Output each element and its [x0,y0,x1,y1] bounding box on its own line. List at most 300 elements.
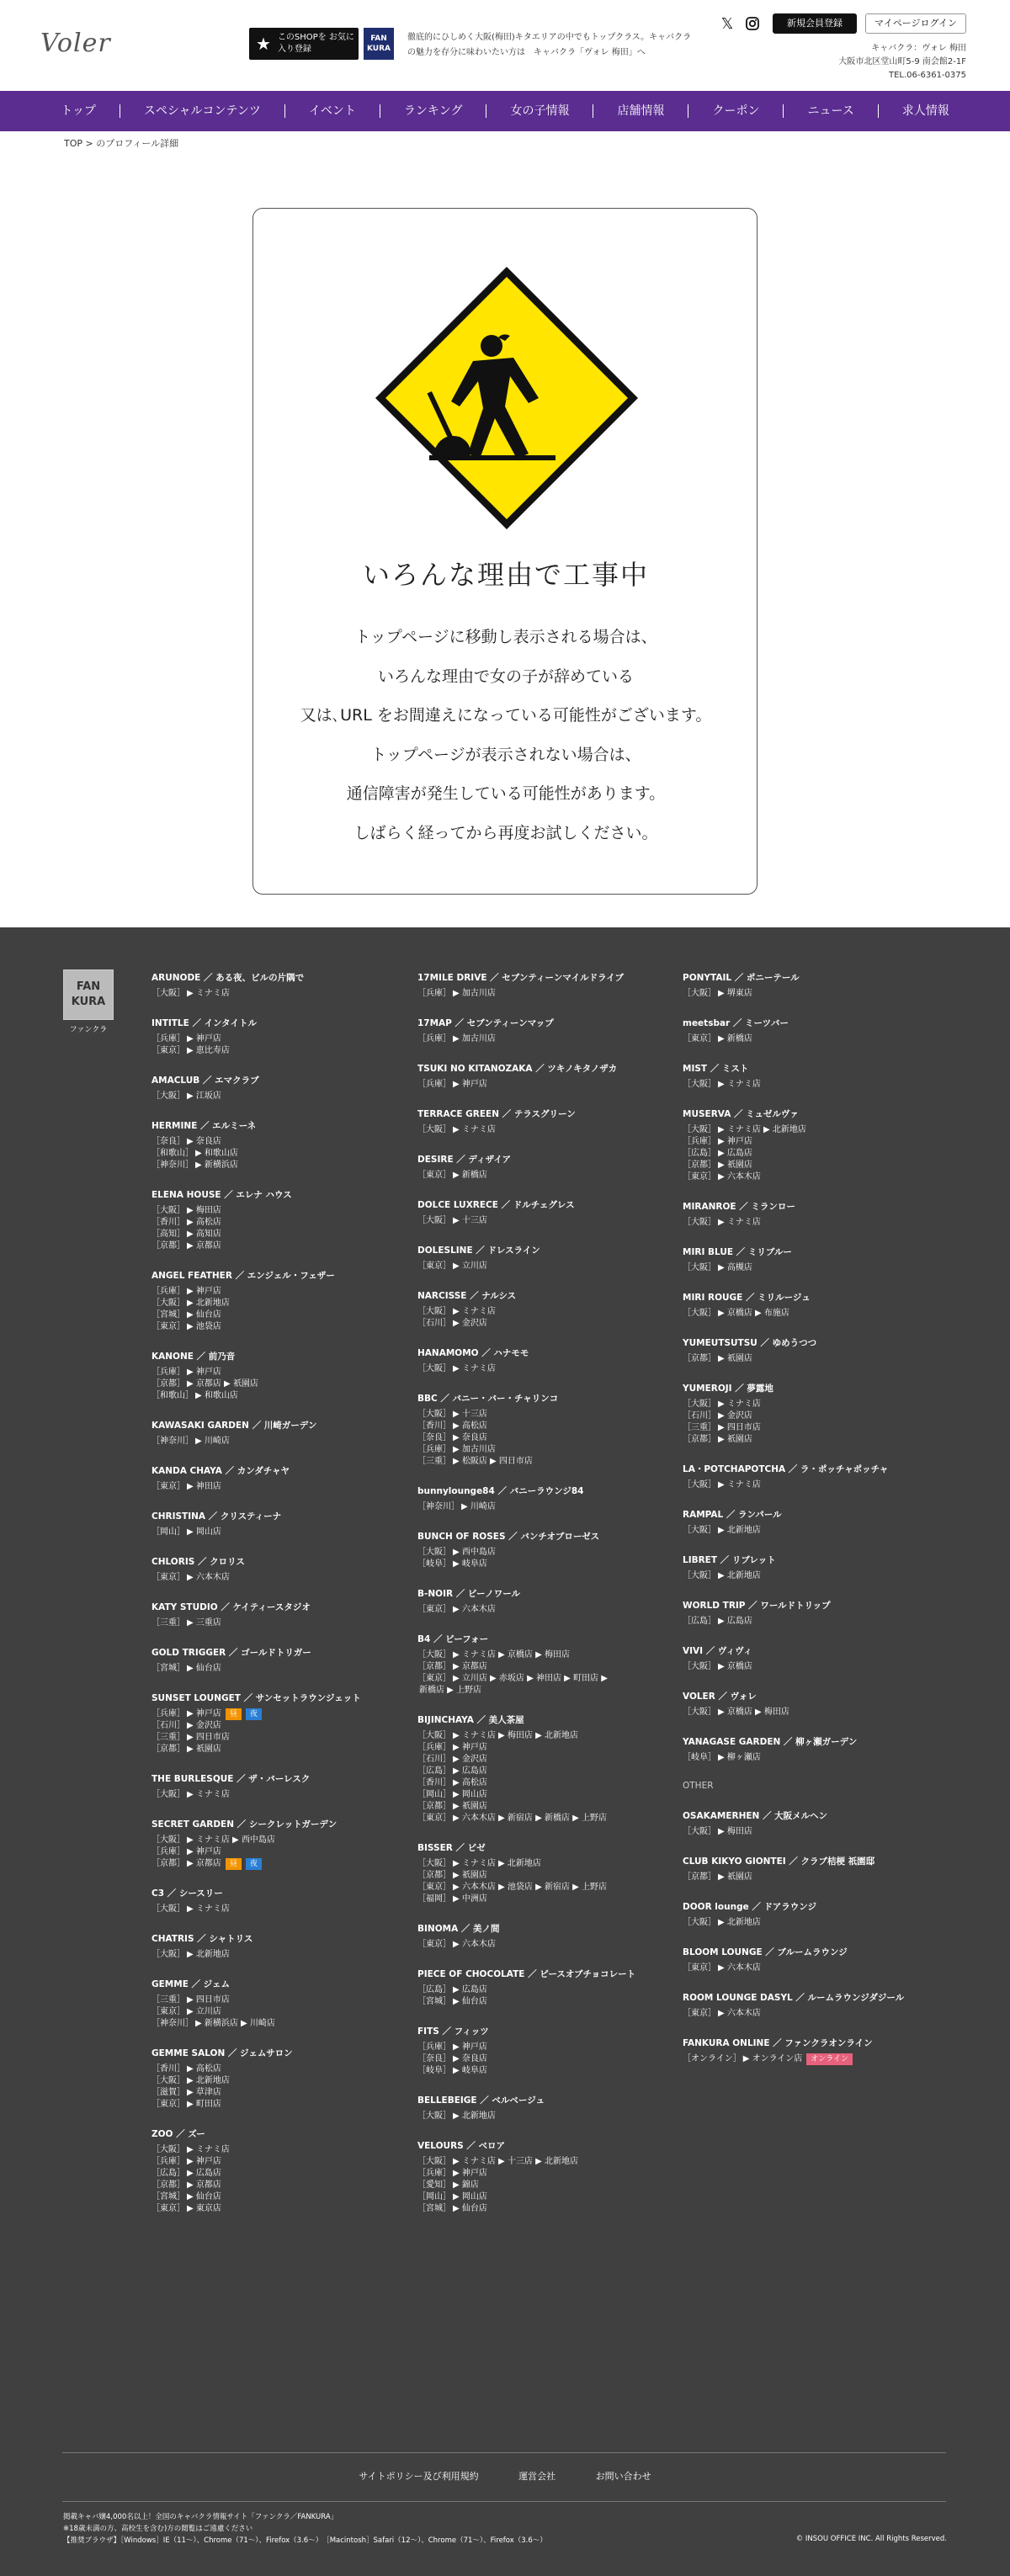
footer-shop-branch-line [152,1663,412,1675]
footer-shop-branch-line [152,2180,412,2191]
footer-shop-branch-link[interactable]: ▶ 仙台店 [453,1997,487,2006]
footer-shop-branch-link[interactable]: ▶ 北新地店 [453,2111,496,2121]
footer-shop-branch-link[interactable]: ▶ 新橋店 [453,1171,487,1180]
footer-shop-branch-link[interactable]: ▶ 神田店 [187,1482,221,1491]
footer-shop-region: ［東京］ [683,1034,716,1044]
footer-shop-name[interactable]: INTITLE ／ インタイトル [152,1018,257,1028]
nav-item-news[interactable]: ニュース [784,104,878,118]
footer-shop-branch-link[interactable]: ▶ 川崎店 [461,1502,496,1511]
footer-shop-name[interactable]: MIRI ROUGE ／ ミリルージュ [683,1293,811,1303]
footer-shop-name[interactable]: HANAMOMO ／ ハナモモ [417,1348,529,1358]
footer-shop-branch-line [417,1547,678,1559]
footer-shop-branch-link[interactable]: ▶ 六本木店 [453,1605,496,1614]
footer-shop-name[interactable]: KANONE ／ 前乃音 [152,1352,236,1362]
footer-shop-name[interactable]: meetsbar ／ ミーツバー [683,1018,789,1028]
footer-shop-branch-link[interactable]: ▶ 仙台店 [187,2192,221,2202]
footer-shop-branch-link[interactable]: ▶ 四日市店 [718,1423,761,1432]
footer-shop-branch-link[interactable]: ▶ 金沢店 [453,1319,487,1328]
footer-shop-branch-link[interactable]: ▶ ミナミ店 [187,1904,230,1914]
footer-shop-branch-link[interactable]: ▶ 錦店 [453,2180,479,2190]
footer-shop-name[interactable]: TSUKI NO KITANOZAKA ／ ツキノキタノザカ [417,1064,618,1074]
footer-shop-branch-link[interactable]: ▶ 奈良店 [187,1137,221,1146]
footer-shop-branch-link[interactable]: ▶ 祇園店 [718,1354,752,1363]
footer-shop-name[interactable]: B4 ／ ビーフォー [417,1634,489,1644]
footer-shop [683,1599,944,1628]
footer-shop-branch-link[interactable]: ▶ 立川店 [453,1261,487,1271]
footer-shop-branch-link[interactable]: ▶ 四日市店 [187,1733,230,1742]
footer-shop-branch-link[interactable]: ▶ 池袋店 [187,1322,221,1331]
footer-shop-branch-link[interactable]: ▶ 広島店 [187,2169,221,2178]
footer-note: 掲載キャバ嬢4,000名以上！全国のキャバクラ情報サイト「ファンクラ／FANKURA」 [63,2513,338,2521]
footer-shop-branch-link[interactable]: ▶ 奈良店 [453,2054,487,2063]
footer-shop-name[interactable]: VELOURS ／ ベロア [417,2141,506,2151]
footer-shop-branch-line [152,1240,412,1252]
footer-shop-branch-link[interactable]: ▶ 神戸店 [453,1743,487,1752]
footer-shop-region: ［兵庫］ [417,2042,451,2052]
footer-shop-name[interactable]: VOLER ／ ヴォレ [683,1692,757,1702]
footer-shop-branch-link[interactable]: ▶ 新橋店 [718,1034,752,1044]
footer-shop-branch-link[interactable]: ▶ 金沢店 [187,1721,221,1730]
footer-shop-branch-line [417,1754,678,1766]
footer-shop-name[interactable]: CHATRIS ／ シャトリス [152,1934,253,1944]
footer-shop-name[interactable]: DOLCE LUXRECE ／ ドルチェグレス [417,1200,575,1210]
footer-shop-region: ［大阪］ [152,1950,185,1959]
footer-shop-branch-link[interactable]: ▶ 東京店 [187,2204,221,2213]
footer-shop [417,1485,678,1513]
footer-shop-name[interactable]: PONYTAIL ／ ポニーテール [683,973,800,983]
footer-shop-region: ［宮城］ [417,2204,451,2213]
footer-shop-branch-line [417,1882,678,1893]
footer-shop-branch-line [152,2075,412,2087]
footer-shop-region: ［大阪］ [417,1216,451,1225]
footer-shop-branch-link[interactable]: ▶ 祇園店 [718,1872,752,1882]
footer-shop [683,1246,944,1274]
footer-shop-region: ［兵庫］ [417,1445,451,1454]
footer-shop [683,1690,944,1718]
nav-item-special[interactable]: スペシャルコンテンツ [120,104,285,118]
footer-shop-branch-link[interactable]: ▶ 堺東店 [718,989,752,998]
footer-shop-branch-link[interactable]: ▶ 祇園店 [453,1871,487,1880]
footer-shop [152,1978,412,2030]
nav-item-recruit[interactable]: 求人情報 [901,104,949,118]
footer-shop-name[interactable]: ROOM LOUNGE DASYL ／ ルームラウンジダジール [683,1993,905,2003]
footer-shop-region: ［岐阜］ [417,1559,451,1569]
footer-shop-branch-link[interactable]: ▶ 神戸店 [453,2042,487,2052]
footer-shop-branch-link[interactable]: ▶ 六本木店 [453,1940,496,1949]
footer-shop-branch-link[interactable]: ▶ 北新地店 [187,2076,230,2085]
footer-shop-branch-link[interactable]: ▶ 仙台店 [453,2204,487,2213]
footer-shop-branch-link[interactable]: ▶ 六本木店 ▶ 新宿店 ▶ 新橋店 ▶ 上野店 [453,1814,608,1823]
footer-shop-region: ［三重］ [683,1423,716,1432]
footer-shop-branch-link[interactable]: ▶ ミナミ店 ▶ 西中島店 [187,1835,275,1845]
footer-shop-name[interactable]: NARCISSE ／ ナルシス [417,1291,517,1301]
footer-shop-branch-line [152,1091,412,1102]
footer-shop-branch-link[interactable]: ▶ 神戸店 [718,1137,752,1146]
footer-shop-branch-line [152,1367,412,1378]
site-logo[interactable] [40,22,118,64]
footer [0,927,1010,2576]
footer-shop-branch-line [417,1649,678,1661]
footer-shop-branch-link[interactable]: ▶ 川崎店 [195,1437,230,1446]
footer-shop-name[interactable]: VIVI ／ ヴィヴィ [683,1646,752,1656]
footer-shop-branch-link[interactable]: ▶ 広島店 [718,1149,752,1158]
footer-shop-branch-link[interactable]: ▶ 北新地店 [187,1950,230,1959]
header-description: 徹底的にひしめく大阪(梅田)キタエリアの中でもトップクラス。キャバクラの魅力を存分に味わいたい方は キャバクラ「ヴォレ 梅田」へ [407,33,692,57]
footer-shop-name[interactable]: BELLEBEIGE ／ ベルベージュ [417,2095,545,2106]
footer-shop-branch-link[interactable]: ▶ ミナミ店 [718,1400,761,1409]
footer-shop [152,1818,412,1870]
shop-tag-badge: 昼 [226,1858,242,1870]
footer-shop-branch-link[interactable]: ▶ 梅田店 [718,1827,752,1836]
footer-shop [683,1062,944,1091]
favorite-shop-button[interactable] [249,28,359,60]
footer-shop-branch-link[interactable]: ▶ 京都店 ▶ 祇園店 [187,1379,258,1389]
footer-shop-branch-link[interactable]: ▶ 加古川店 [453,1034,496,1044]
footer-shop-name[interactable]: B-NOIR ／ ビーノワール [417,1589,521,1599]
mypage-login-button[interactable]: マイページログイン [865,13,966,34]
footer-shop [417,1062,678,1091]
footer-shop-branch-line [417,1685,678,1697]
footer-shop-branch-link[interactable]: ▶ ミナミ店 [718,1480,761,1490]
footer-link-policy[interactable]: サイトポリシー及び利用規約 [359,2471,479,2482]
footer-shop-branch-link[interactable]: ▶ 奈良店 [453,1433,487,1442]
footer-shop-branch-line [152,2156,412,2168]
nav-item-event[interactable]: イベント [285,104,380,118]
footer-shop-branch-link[interactable]: ▶ 六本木店 [187,1573,230,1582]
footer-shop [152,1419,412,1447]
footer-shop-branch-link[interactable]: ▶ 北新地店 [718,1918,761,1927]
footer-shop-name[interactable]: FANKURA ONLINE ／ ファンクラオンライン [683,2038,873,2048]
footer-shop-name[interactable]: DESIRE ／ ディザイア [417,1155,512,1165]
footer-shop-name[interactable]: DOOR lounge ／ ドアラウンジ [683,1902,816,1912]
footer-shop-branch-line [683,1661,944,1673]
footer-shop-branch-link[interactable]: ▶ 松阪店 ▶ 四日市店 [453,1457,533,1466]
footer-shop-branch-link[interactable]: ▶ ミナミ店 [187,989,230,998]
footer-shop-branch-link[interactable]: ▶ 北新地店 [187,1299,230,1308]
footer-shop-region: ［京都］ [152,1859,185,1868]
footer-shop [152,1350,412,1402]
footer-shop-name[interactable]: FITS ／ フィッツ [417,2026,489,2037]
footer-shop-name[interactable]: bunnylounge84 ／ バニーラウンジ84 [417,1486,584,1496]
footer-shop-branch-link[interactable]: ▶ 神戸店 [187,2157,221,2166]
footer-shop-branch-link[interactable]: ▶ ミナミ店 ▶ 北新地店 [718,1125,806,1134]
nav-item-shop-info[interactable]: 店舗情報 [593,104,688,118]
footer-shop-branch-line [417,2042,678,2053]
shop-info [838,42,966,82]
footer-shop-name[interactable]: MIRANROE ／ ミランロー [683,1202,795,1212]
footer-shop-branch-line [683,1826,944,1838]
footer-shop-branch-link[interactable]: ▶ 高槻店 [718,1263,752,1272]
footer-shop-branch-link[interactable]: ▶ 北新地店 [718,1571,761,1580]
footer-shop-region: ［東京］ [152,2204,185,2213]
footer-shop-name[interactable]: YUMEROJI ／ 夢露地 [683,1384,773,1394]
footer-shop-name[interactable]: AMACLUB ／ エマクラブ [152,1076,259,1086]
footer-shop-branch-line [152,1436,412,1447]
footer-shop-branch-link[interactable]: ▶ 京都店 [187,2180,221,2190]
footer-shop-region: ［兵庫］ [417,2169,451,2178]
nav-item-girls[interactable]: 女の子情報 [486,104,593,118]
footer-shop-name[interactable]: 17MILE DRIVE ／ セブンティーンマイルドライブ [417,973,624,983]
footer-shop-region: ［広島］ [683,1149,716,1158]
footer-shop-name[interactable]: ZOO ／ ズー [152,2129,205,2139]
footer-shop-branch-line [152,2168,412,2180]
footer-shop-region: ［石川］ [417,1755,451,1764]
footer-shop-region: ［東京］ [152,1322,185,1331]
footer-shop [683,1809,944,1838]
footer-shop-branch-link[interactable]: ▶ 高松店 [453,1421,487,1431]
shop-tag-badge: オンライン [806,2053,853,2065]
footer-shop-branch-line [683,1033,944,1045]
shop-address: 大阪市北区堂山町5-9 南会館2-1F [838,57,966,66]
footer-shop-name[interactable]: LIBRET ／ リブレット [683,1555,776,1565]
footer-shop-branch-link[interactable]: ▶ 四日市店 [187,1995,230,2005]
footer-shop-branch-link[interactable]: ▶ 和歌山店 [195,1149,238,1158]
footer-shop-name[interactable]: ELENA HOUSE ／ エレナ ハウス [152,1190,292,1200]
footer-shop-branch-link[interactable]: ▶ 神戸店 [187,1847,221,1856]
footer-shop-branch-link[interactable]: ▶ 六本木店 [718,2009,761,2018]
footer-shop-name[interactable]: OSAKAMERHEN ／ 大阪メルヘン [683,1811,828,1821]
footer-shop-name[interactable]: KATY STUDIO ／ ケイティースタジオ [152,1602,311,1612]
footer-shop-region: ［高知］ [152,1230,185,1239]
footer-shop-name[interactable]: DOLESLINE ／ ドレスライン [417,1246,540,1256]
footer-shop-branch-link[interactable]: ▶ 京都店 [187,1859,221,1868]
footer-shop-name[interactable]: WORLD TRIP ／ ワールドトリップ [683,1601,831,1611]
footer-shop [683,1946,944,1974]
footer-shop [417,1244,678,1272]
footer-shop [417,1346,678,1375]
footer-shop-branch-link[interactable]: ▶ 神戸店 [453,1080,487,1089]
footer-shop-branch-link[interactable]: ▶ ミナミ店 [718,1080,761,1089]
footer-link-company[interactable]: 運営会社 [518,2471,556,2482]
footer-shop-name[interactable]: TERRACE GREEN ／ テラスグリーン [417,1109,576,1119]
footer-shop-branch-link[interactable]: ▶ 和歌山店 [195,1391,238,1400]
footer-shop-region: ［京都］ [417,1871,451,1880]
footer-shop-region: ［東京］ [683,1963,716,1973]
footer-shop-name[interactable]: YANAGASE GARDEN ／ 柳ヶ瀬ガーデン [683,1737,858,1747]
footer-shop-branch-link[interactable]: ▶ 江坂店 [187,1091,221,1101]
footer-shop [152,1887,412,1915]
footer-shop-branch-link[interactable]: ▶ 神戸店 [187,1368,221,1377]
footer-shop-branch-link[interactable]: ▶ 立川店 ▶ 赤坂店 ▶ 神田店 ▶ 町田店 ▶ [453,1674,608,1683]
footer-shop-branch-link[interactable]: ▶ 柳ヶ瀬店 [718,1753,761,1762]
footer-shop-branch-link[interactable]: ▶ 京橋店 ▶ 梅田店 [718,1708,789,1717]
footer-shop-name[interactable]: BLOOM LOUNGE ／ ブルームラウンジ [683,1947,848,1957]
footer-shop-branch-link[interactable]: ▶ ミナミ店 ▶ 梅田店 ▶ 北新地店 [453,1731,578,1740]
footer-shop-branch-link[interactable]: ▶ 町田店 [187,2100,221,2109]
footer-shop-region: ［三重］ [417,1457,451,1466]
footer-shop-branch-link[interactable]: ▶ 岐阜店 [453,1559,487,1569]
footer-shop-branch-link[interactable]: ▶ 祇園店 [187,1745,221,1754]
member-register-button[interactable]: 新規会員登録 [773,13,857,34]
footer-shop-region: ［岐阜］ [417,2066,451,2075]
nav-item-top[interactable]: トップ [37,104,120,118]
shop-tel[interactable]: TEL.06-6361-0375 [888,71,966,80]
footer-shop-branch-link[interactable]: ▶ 新横浜店 ▶ 川崎店 [195,2019,275,2028]
footer-shop-name[interactable]: RAMPAL ／ ランパール [683,1510,782,1520]
nav-item-ranking[interactable]: ランキング [380,104,487,118]
footer-shop-branch-line [152,1572,412,1584]
footer-shop-branch-line [152,2203,412,2215]
footer-shop-branch-line [152,1949,412,1961]
footer-shop-name[interactable]: HERMINE ／ エルミーネ [152,1121,257,1131]
footer-shop-name[interactable]: KAWASAKI GARDEN ／ 川崎ガーデン [152,1421,317,1431]
footer-shop-branch-line [417,1261,678,1272]
footer-shop-branch-link[interactable]: ▶ ミナミ店 [187,1790,230,1799]
footer-shop-branch-line [417,2191,678,2203]
footer-shop-name[interactable]: CHLORIS ／ クロリス [152,1557,245,1567]
breadcrumb[interactable]: TOP > のプロフィール詳細 [64,138,179,149]
footer-shop-name[interactable]: MIST ／ ミスト [683,1064,749,1074]
footer-shop-branch-link[interactable]: ▶ 仙台店 [187,1664,221,1673]
footer-shop [152,1772,412,1801]
footer-shop-name[interactable]: MUSERVA ／ ミュゼルヴァ [683,1109,799,1119]
footer-shop-name[interactable]: BBC ／ バニー・バー・チャリンコ [417,1394,559,1404]
footer-shop-name[interactable]: YUMEUTSUTSU ／ ゆめうつつ [683,1338,817,1348]
footer-shop-branch-link[interactable]: ▶ 高松店 [453,1778,487,1787]
footer-shop-branch-link[interactable]: ▶ 六本木店 ▶ 池袋店 ▶ 新宿店 ▶ 上野店 [453,1883,608,1892]
footer-shop-branch-line [417,1939,678,1951]
footer-shop-branch-link[interactable]: ▶ 北新地店 [718,1526,761,1535]
footer-shop-branch-link[interactable]: ▶ 新横浜店 [195,1161,238,1170]
footer-shop-region: ［東京］ [152,1573,185,1582]
footer-shop-branch-link[interactable]: ▶ 神戸店 [453,2169,487,2178]
footer-shop-branch-link[interactable]: ▶ 六本木店 [718,1172,761,1182]
footer-shop-branch-line [152,1846,412,1858]
footer-link-contact[interactable]: お問い合わせ [595,2471,651,2482]
footer-shop-branch-link[interactable]: ▶ 祇園店 [718,1161,752,1170]
footer-shop-branch-link[interactable]: ▶ 加古川店 [453,1445,496,1454]
footer-shop-name[interactable]: MIRI BLUE ／ ミリブルー [683,1247,792,1257]
footer-shop-branch-link[interactable]: ▶ 広島店 [718,1617,752,1626]
footer-shop-name[interactable]: LA・POTCHAPOTCHA ／ ラ・ポッチャポッチャ [683,1464,889,1474]
footer-shop-name[interactable]: ARUNODE ／ ある夜、ビルの片隅で [152,973,305,983]
footer-shop-branch-line [683,1422,944,1434]
footer-shop-branch-link[interactable]: ▶ ミナミ店 [453,1125,496,1134]
main-nav [0,91,1010,131]
footer-shop-branch-link[interactable]: ▶ 六本木店 [718,1963,761,1973]
footer-shop-branch-line [152,1045,412,1057]
footer-shop-branch-link[interactable]: ▶ 十三店 [453,1410,487,1419]
footer-shop-name[interactable]: BINOMA ／ 美ノ間 [417,1924,500,1934]
footer-shop-branch-link[interactable]: ▶ 梅田店 [187,1206,221,1215]
footer-shop-name[interactable]: GEMME ／ ジェム [152,1979,230,1989]
footer-shop-branch-link[interactable]: ▶ 広島店 [453,1985,487,1994]
footer-divider [62,2452,946,2453]
footer-shop-branch-link[interactable]: ▶ 西中島店 [453,1548,496,1557]
footer-shop-name[interactable]: GOLD TRIGGER ／ ゴールドトリガー [152,1648,311,1658]
footer-shop-branch-link[interactable]: ▶ 神戸店 [187,1709,221,1718]
footer-shop-branch-line [152,2144,412,2156]
footer-shop-branch-line [152,1481,412,1493]
footer-shop-branch-link[interactable]: ▶ ミナミ店 [453,1364,496,1373]
footer-shop-branch-link[interactable]: ▶ 仙台店 [187,1310,221,1320]
construction-notice [252,208,758,895]
footer-shop-branch-link[interactable]: ▶ 神戸店 [187,1034,221,1044]
fankura-footer-logo[interactable]: FAN KURA [63,969,114,1020]
footer-shop-branch-link[interactable]: ▶ 恵比寿店 [187,1046,230,1055]
nav-item-coupon[interactable]: クーポン [688,104,784,118]
footer-shop-name[interactable]: BUNCH OF ROSES ／ バンチオブローゼス [417,1532,600,1542]
footer-shop-branch-link[interactable]: ▶ ミナミ店 ▶ 京橋店 ▶ 梅田店 [453,1650,570,1660]
footer-shop-branch-link[interactable]: ▶ 京都店 [453,1662,487,1671]
footer-shop-name[interactable]: BIJINCHAYA ／ 美人茶屋 [417,1715,524,1725]
footer-shop-branch-link[interactable]: ▶ 草津店 [187,2088,221,2097]
footer-shop-branch-link[interactable]: ▶ 高知店 [187,1230,221,1239]
footer-shop-branch-link[interactable]: ▶ 金沢店 [453,1755,487,1764]
footer-shop-branch-link[interactable]: ▶ ミナミ店 [187,2145,230,2154]
footer-shop-name[interactable]: GEMME SALON ／ ジェムサロン [152,2048,293,2058]
fankura-badge[interactable]: FAN KURA [364,28,394,60]
shop-tag-badge: 昼 [226,1708,242,1720]
footer-shop-name[interactable]: SUNSET LOUNGET ／ サンセットラウンジェット [152,1693,361,1703]
footer-shop-branch-link[interactable]: ▶ 岡山店 [453,1790,487,1799]
footer-shop-region: ［兵庫］ [152,1287,185,1296]
footer-shop-branch-link[interactable]: ▶ 京都店 [187,1241,221,1251]
footer-shop-branch-line [683,1570,944,1582]
notice-title: いろんな理由で工事中 [362,559,649,591]
footer-shop-branch-link[interactable]: ▶ 京橋店 [718,1662,752,1671]
footer-shop-region: ［東京］ [683,1172,716,1182]
footer-shop-region: ［福岡］ [417,1894,451,1904]
footer-shop-name[interactable]: SECRET GARDEN ／ シークレットガーデン [152,1819,338,1830]
footer-shop-branch-link[interactable]: ▶ 三重店 [187,1618,221,1628]
footer-shop-name[interactable]: PIECE OF CHOCOLATE ／ ピースオブチョコレート [417,1969,636,1979]
footer-shop [683,1107,944,1183]
footer-shop-name[interactable]: ANGEL FEATHER ／ エンジェル・フェザー [152,1271,335,1281]
footer-shop-branch-link[interactable]: ▶ 岡山店 [187,1527,221,1537]
footer-shop-branch-link[interactable]: ▶ 高松店 [187,2064,221,2074]
footer-shop-region: ［香川］ [417,1421,451,1431]
footer-shop-branch-link[interactable]: ▶ 立川店 [187,2007,221,2016]
footer-shop-branch-link[interactable]: 新橋店 ▶ 上野店 [419,1686,482,1695]
footer-shop-branch-link[interactable]: ▶ 京橋店 ▶ 布施店 [718,1309,789,1318]
footer-shop-branch-link[interactable]: ▶ 岐阜店 [453,2066,487,2075]
footer-shop-name[interactable]: CLUB KIKYO GIONTEI ／ クラブ桔梗 祇園邸 [683,1856,875,1867]
footer-shop-region: ［兵庫］ [152,2157,185,2166]
footer-shop-name[interactable]: C3 ／ シースリー [152,1888,223,1899]
footer-shop-region: ［大阪］ [683,1480,716,1490]
footer-shop-branch-link[interactable]: ▶ 祇園店 [718,1435,752,1444]
footer-shop-branch-link[interactable]: ▶ 祇園店 [453,1802,487,1811]
x-icon[interactable]: 𝕏 [720,14,734,33]
footer-shop-branch-link[interactable]: ▶ 中洲店 [453,1894,487,1904]
footer-shop-region: ［岡山］ [152,1527,185,1537]
footer-shop-name[interactable]: KANDA CHAYA ／ カンダチャヤ [152,1466,290,1476]
footer-shop-branch-link[interactable]: ▶ 高松店 [187,1218,221,1227]
footer-shop-branch-link[interactable]: ▶ 岡山店 [453,2192,487,2202]
footer-shop-branch-link[interactable]: ▶ ミナミ店 ▶ 十三店 ▶ 北新地店 [453,2157,578,2166]
footer-shop-branch-link[interactable]: ▶ ミナミ店 ▶ 北新地店 [453,1859,541,1868]
footer-shop-region: ［大阪］ [683,1571,716,1580]
other-label: OTHER [683,1781,714,1791]
footer-shop-name[interactable]: CHRISTINA ／ クリスティーナ [152,1511,282,1522]
footer-shop-name[interactable]: THE BURLESQUE ／ ザ・バーレスク [152,1774,311,1784]
footer-shop-branch-link[interactable]: ▶ ミナミ店 [453,1307,496,1316]
footer-shop-branch-link[interactable]: ▶ 十三店 [453,1216,487,1225]
footer-shop-region: ［香川］ [152,1218,185,1227]
footer-shop-branch-link[interactable]: ▶ 神戸店 [187,1287,221,1296]
footer-shop-branch-link[interactable]: ▶ 金沢店 [718,1411,752,1421]
footer-shop-region: ［東京］ [417,1940,451,1949]
footer-shop-name[interactable]: BISSER ／ ビゼ [417,1843,486,1853]
footer-shop-branch-line [152,2006,412,2018]
footer-shop-branch-link[interactable]: ▶ ミナミ店 [718,1218,761,1227]
footer-shop-name[interactable]: 17MAP ／ セブンティーンマップ [417,1018,554,1028]
footer-shop-branch-link[interactable]: ▶ 加古川店 [453,989,496,998]
footer-shop-branch-link[interactable]: ▶ オンライン店 [742,2054,803,2063]
instagram-icon[interactable] [744,15,761,32]
footer-shop-branch-link[interactable]: ▶ 広島店 [453,1766,487,1776]
